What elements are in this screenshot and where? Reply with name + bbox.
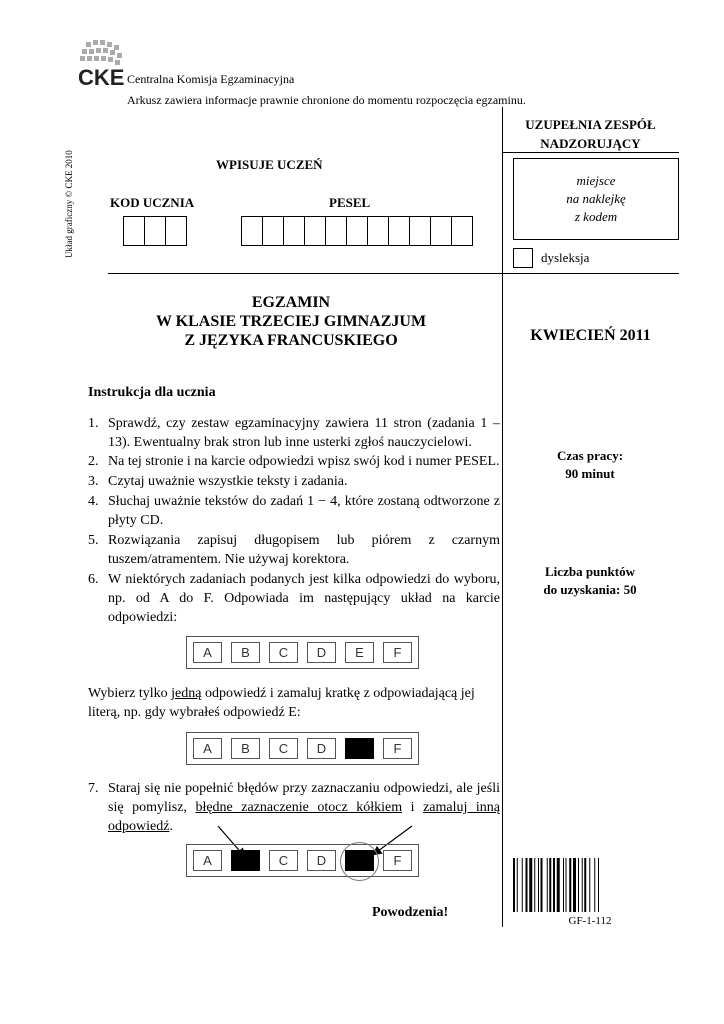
answer-box-filled (345, 738, 374, 759)
student-code-cell[interactable] (144, 216, 166, 246)
answer-box: C (269, 642, 298, 663)
answer-box: C (269, 850, 298, 871)
dyslexia-checkbox[interactable] (513, 248, 533, 268)
barcode-bar (566, 858, 567, 912)
sticker-line: miejsce (576, 173, 616, 188)
answer-box: A (193, 850, 222, 871)
answer-box: F (383, 850, 412, 871)
pesel-label: PESEL (329, 195, 371, 210)
barcode-bar (573, 858, 576, 912)
barcode-bar (578, 858, 579, 912)
pesel-cell[interactable] (262, 216, 284, 246)
answer-example-marked (186, 732, 419, 765)
answer-box: E (345, 642, 374, 663)
student-code-label: KOD UCZNIA (110, 195, 195, 210)
answer-box: F (383, 738, 412, 759)
side-copyright: Układ graficzny © CKE 2010 (64, 150, 74, 258)
pesel-cell[interactable] (409, 216, 431, 246)
logo-text: CKE (78, 65, 124, 90)
choose-instruction: Wybierz tylko jedną odpowiedź i zamaluj kratkę z odpowiadającą jej literą, np. gdy wybrałeś odpowiedź E: (88, 686, 475, 720)
barcode-bar (582, 858, 583, 912)
cke-logo (72, 38, 124, 90)
exam-date: KWIECIEŃ 2011 (530, 327, 651, 344)
answer-box-circled (345, 850, 374, 871)
barcode-bar (547, 858, 548, 912)
answer-box: B (231, 642, 260, 663)
sticker-line: z kodem (574, 209, 618, 224)
supervisor-heading: UZUPEŁNIA ZESPÓŁ NADZORUJĄCY (525, 117, 656, 151)
barcode-bar (513, 858, 515, 912)
barcode-bar (541, 858, 543, 912)
barcode-bar (594, 858, 595, 912)
barcode-bar (589, 858, 590, 912)
sticker-line: na naklejkę (566, 191, 626, 206)
pesel-cell[interactable] (346, 216, 368, 246)
answer-box-filled (231, 850, 260, 871)
org-name: Centralna Komisja Egzaminacyjna (127, 72, 295, 86)
barcode-bar (584, 858, 586, 912)
column-divider (502, 107, 503, 927)
barcode-bar (522, 858, 523, 912)
instruction-item: 4. Słuchaj uważnie tekstów do zadań 1 − 4, które zostaną odtworzone z płyty CD. (88, 494, 500, 528)
barcode-bar (529, 858, 532, 912)
pesel-cell[interactable] (430, 216, 452, 246)
exam-duration: Czas pracy: 90 minut (556, 448, 624, 481)
pesel-cell[interactable] (367, 216, 389, 246)
barcode-bar (553, 858, 555, 912)
pesel-cell[interactable] (451, 216, 473, 246)
dyslexia-label: dysleksja (541, 250, 590, 265)
instruction-item: 1. Sprawdź, czy zestaw egzaminacyjny zawiera 11 stron (zadania 1 – 13). Ewentualny brak stron lub inne usterki zgłoś nauczycielowi. (88, 416, 500, 450)
pesel-field[interactable] (242, 216, 473, 246)
instruction-item: 5. Rozwiązania zapisuj długopisem lub piórem z czarnym tuszem/atramentem. Nie używaj korektora. (88, 533, 500, 567)
answer-box: C (269, 738, 298, 759)
barcode-bar (563, 858, 564, 912)
pesel-cell[interactable] (388, 216, 410, 246)
barcode-bar (538, 858, 539, 912)
answer-box: B (231, 738, 260, 759)
pesel-cell[interactable] (241, 216, 263, 246)
pesel-cell[interactable] (304, 216, 326, 246)
pesel-cell[interactable] (325, 216, 347, 246)
exam-title: EGZAMIN W KLASIE TRZECIEJ GIMNAZJUM Z JĘZYKA FRANCUSKIEGO (155, 294, 427, 349)
student-heading: WPISUJE UCZEŃ (216, 157, 323, 172)
answer-box: A (193, 738, 222, 759)
answer-box: A (193, 642, 222, 663)
barcode-bar (534, 858, 535, 912)
barcode-label: GF-1-112 (568, 915, 612, 927)
student-code-field[interactable] (124, 216, 187, 246)
answer-example-corrected (186, 844, 419, 877)
student-code-cell[interactable] (165, 216, 187, 246)
answer-box: D (307, 850, 336, 871)
barcode-bar (517, 858, 518, 912)
barcode-bar (598, 858, 599, 912)
answer-example-blank (186, 636, 419, 669)
header-divider (108, 273, 679, 274)
exam-points: Liczba punktów do uzyskania: 50 (543, 564, 637, 597)
confidential-notice: Arkusz zawiera informacje prawnie chronione do momentu rozpoczęcia egzaminu. (127, 93, 526, 107)
barcode-bar (526, 858, 528, 912)
good-luck: Powodzenia! (372, 905, 449, 920)
instruction-item: 3. Czytaj uważnie wszystkie teksty i zadania. (88, 474, 348, 489)
answer-box: F (383, 642, 412, 663)
barcode-bar (569, 858, 571, 912)
barcode (513, 858, 667, 912)
answer-box: D (307, 642, 336, 663)
student-code-cell[interactable] (123, 216, 145, 246)
instruction-item: 6. W niektórych zadaniach podanych jest kilka odpowiedzi do wyboru, np. od A do F. Odpowiada im następujący układ na karcie odpowiedzi: (88, 572, 500, 625)
instructions-heading: Instrukcja dla ucznia (88, 385, 216, 400)
answer-box: D (307, 738, 336, 759)
sticker-placeholder (513, 158, 679, 240)
barcode-bar (557, 858, 560, 912)
instruction-item-7: 7. Staraj się nie popełnić błędów przy zaznaczaniu odpowiedzi, ale jeśli się pomylisz, błędne zaznaczenie otocz kółkiem i zamaluj inną odpowiedź. (88, 781, 500, 834)
pesel-cell[interactable] (283, 216, 305, 246)
instruction-item: 2. Na tej stronie i na karcie odpowiedzi wpisz swój kod i numer PESEL. (88, 454, 500, 469)
barcode-bar (549, 858, 551, 912)
